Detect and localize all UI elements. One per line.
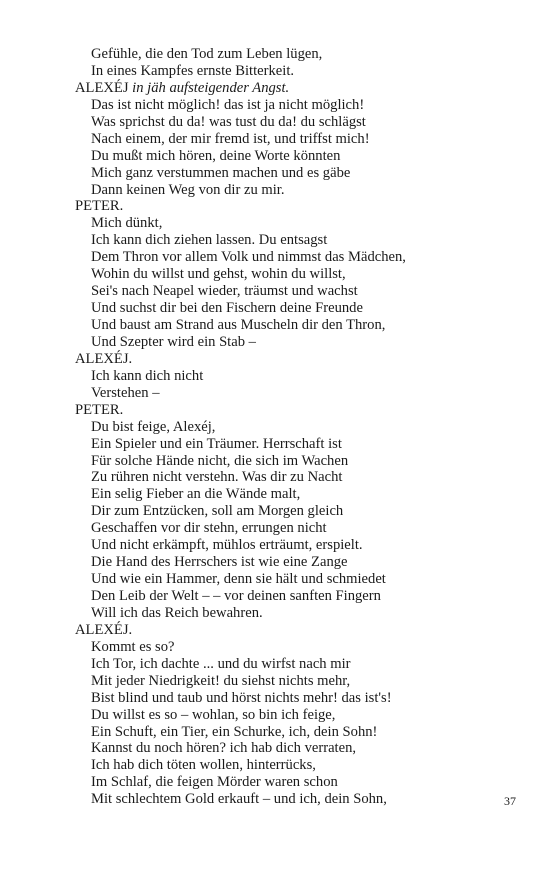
verse-line bbox=[75, 656, 515, 673]
verse-text: Will ich das Reich bewahren. bbox=[91, 604, 263, 621]
verse-line bbox=[75, 131, 515, 148]
verse-line bbox=[75, 419, 515, 436]
verse-text: Was sprichst du da! was tust du da! du schlägst bbox=[91, 113, 366, 130]
verse-line bbox=[75, 740, 515, 757]
verse-text: Geschaffen vor dir stehn, errungen nicht bbox=[91, 520, 327, 537]
speaker-label: ALEXÉJ bbox=[75, 79, 129, 96]
verse-line bbox=[75, 571, 515, 588]
verse-line bbox=[75, 469, 515, 486]
verse-text: Ein Schuft, ein Tier, ein Schurke, ich, dein Sohn! bbox=[91, 723, 378, 740]
speaker-name bbox=[75, 198, 515, 215]
speaker-name bbox=[75, 402, 515, 419]
verse-text: Ich kann dich ziehen lassen. Du entsagst bbox=[91, 232, 328, 249]
verse-line bbox=[75, 791, 515, 808]
verse-line bbox=[75, 537, 515, 554]
verse-line bbox=[75, 757, 515, 774]
verse-text: Mit schlechtem Gold erkauft – und ich, dein Sohn, bbox=[91, 791, 387, 808]
verse-line bbox=[75, 283, 515, 300]
verse-text: Den Leib der Welt – – vor deinen sanften Fingern bbox=[91, 588, 381, 604]
verse-text: Ein Spieler und ein Träumer. Herrschaft ist bbox=[91, 435, 342, 452]
verse-text: Und wie ein Hammer, denn sie hält und schmiedet bbox=[91, 571, 386, 588]
verse-line bbox=[75, 503, 515, 520]
verse-text: Du mußt mich hören, deine Worte könnten bbox=[91, 147, 341, 164]
speaker-name bbox=[75, 622, 515, 639]
verse-line bbox=[75, 707, 515, 724]
verse-text: Ein selig Fieber an die Wände malt, bbox=[91, 486, 301, 503]
verse-text: Ich Tor, ich dachte ... und du wirfst nach mir bbox=[91, 655, 351, 672]
verse-text: Kannst du noch hören? ich hab dich verraten, bbox=[91, 740, 357, 757]
verse-line bbox=[75, 453, 515, 470]
verse-line bbox=[75, 436, 515, 453]
verse-line bbox=[75, 300, 515, 317]
verse-line bbox=[75, 588, 515, 605]
verse-text: Bist blind und taub und hörst nichts mehr! das ist's! bbox=[91, 689, 392, 706]
verse-line bbox=[75, 605, 515, 622]
verse-line bbox=[75, 97, 515, 114]
verse-text: Dem Thron vor allem Volk und nimmst das Mädchen, bbox=[91, 249, 406, 266]
verse-text: Mich ganz verstummen machen und es gäbe bbox=[91, 164, 351, 181]
verse-text: Dann keinen Weg von dir zu mir. bbox=[91, 181, 285, 198]
verse-text: In eines Kampfes ernste Bitterkeit. bbox=[91, 62, 295, 79]
verse-line bbox=[75, 385, 515, 402]
verse-line bbox=[75, 317, 515, 334]
verse-text: Zu rühren nicht verstehn. Was dir zu Nacht bbox=[91, 469, 343, 486]
speaker-name bbox=[75, 80, 515, 97]
speaker-label: PETER. bbox=[75, 198, 124, 215]
page-number: 37 bbox=[504, 794, 516, 808]
verse-text: Das ist nicht möglich! das ist ja nicht möglich! bbox=[91, 96, 365, 113]
verse-line bbox=[75, 215, 515, 232]
verse-line bbox=[75, 554, 515, 571]
speaker-label: ALEXÉJ. bbox=[75, 350, 133, 367]
verse-text: Gefühle, die den Tod zum Leben lügen, bbox=[91, 46, 323, 62]
verse-line bbox=[75, 114, 515, 131]
verse-text: Und baust am Strand aus Muscheln dir den Thron, bbox=[91, 317, 386, 333]
verse-text: Für solche Hände nicht, die sich im Wachen bbox=[91, 452, 349, 469]
verse-line bbox=[75, 724, 515, 741]
verse-line bbox=[75, 249, 515, 266]
verse-line bbox=[75, 639, 515, 656]
verse-text: Mich dünkt, bbox=[91, 215, 163, 232]
verse-line bbox=[75, 334, 515, 351]
verse-text: Mit jeder Niedrigkeit! du siehst nichts mehr, bbox=[91, 672, 351, 689]
stage-direction: in jäh aufsteigender Angst. bbox=[128, 79, 290, 96]
speaker-label: ALEXÉJ. bbox=[75, 621, 133, 638]
verse-line bbox=[75, 46, 515, 63]
verse-text: Wohin du willst und gehst, wohin du willst, bbox=[91, 266, 346, 283]
verse-line bbox=[75, 232, 515, 249]
verse-text: Verstehen – bbox=[91, 384, 160, 401]
verse-text: Und Szepter wird ein Stab – bbox=[91, 333, 256, 350]
verse-line bbox=[75, 486, 515, 503]
verse-text: Du bist feige, Alexéj, bbox=[91, 418, 216, 435]
verse-line bbox=[75, 148, 515, 165]
verse-text: Nach einem, der mir fremd ist, und triffst mich! bbox=[91, 130, 370, 147]
verse-text: Und nicht erkämpft, mühlos erträumt, erspielt. bbox=[91, 537, 363, 554]
verse-text: Die Hand des Herrschers ist wie eine Zange bbox=[91, 554, 348, 571]
verse-line bbox=[75, 266, 515, 283]
speaker-label: PETER. bbox=[75, 401, 124, 418]
speaker-name bbox=[75, 351, 515, 368]
verse-line bbox=[75, 673, 515, 690]
verse-text: Ich kann dich nicht bbox=[91, 367, 204, 384]
verse-line bbox=[75, 165, 515, 182]
verse-text: Dir zum Entzücken, soll am Morgen gleich bbox=[91, 503, 344, 520]
verse-text: Und suchst dir bei den Fischern deine Freunde bbox=[91, 300, 363, 317]
verse-text: Kommt es so? bbox=[91, 638, 175, 655]
verse-text: Du willst es so – wohlan, so bin ich feige, bbox=[91, 706, 336, 723]
verse-line bbox=[75, 774, 515, 791]
verse-text: Sei's nach Neapel wieder, träumst und wachst bbox=[91, 283, 358, 300]
verse-line bbox=[75, 182, 515, 199]
verse-line bbox=[75, 368, 515, 385]
verse-text: Im Schlaf, die feigen Mörder waren schon bbox=[91, 774, 338, 791]
verse-text: Ich hab dich töten wollen, hinterrücks, bbox=[91, 757, 316, 774]
verse-line bbox=[75, 63, 515, 80]
drama-text bbox=[75, 46, 515, 808]
verse-line bbox=[75, 690, 515, 707]
verse-line bbox=[75, 520, 515, 537]
